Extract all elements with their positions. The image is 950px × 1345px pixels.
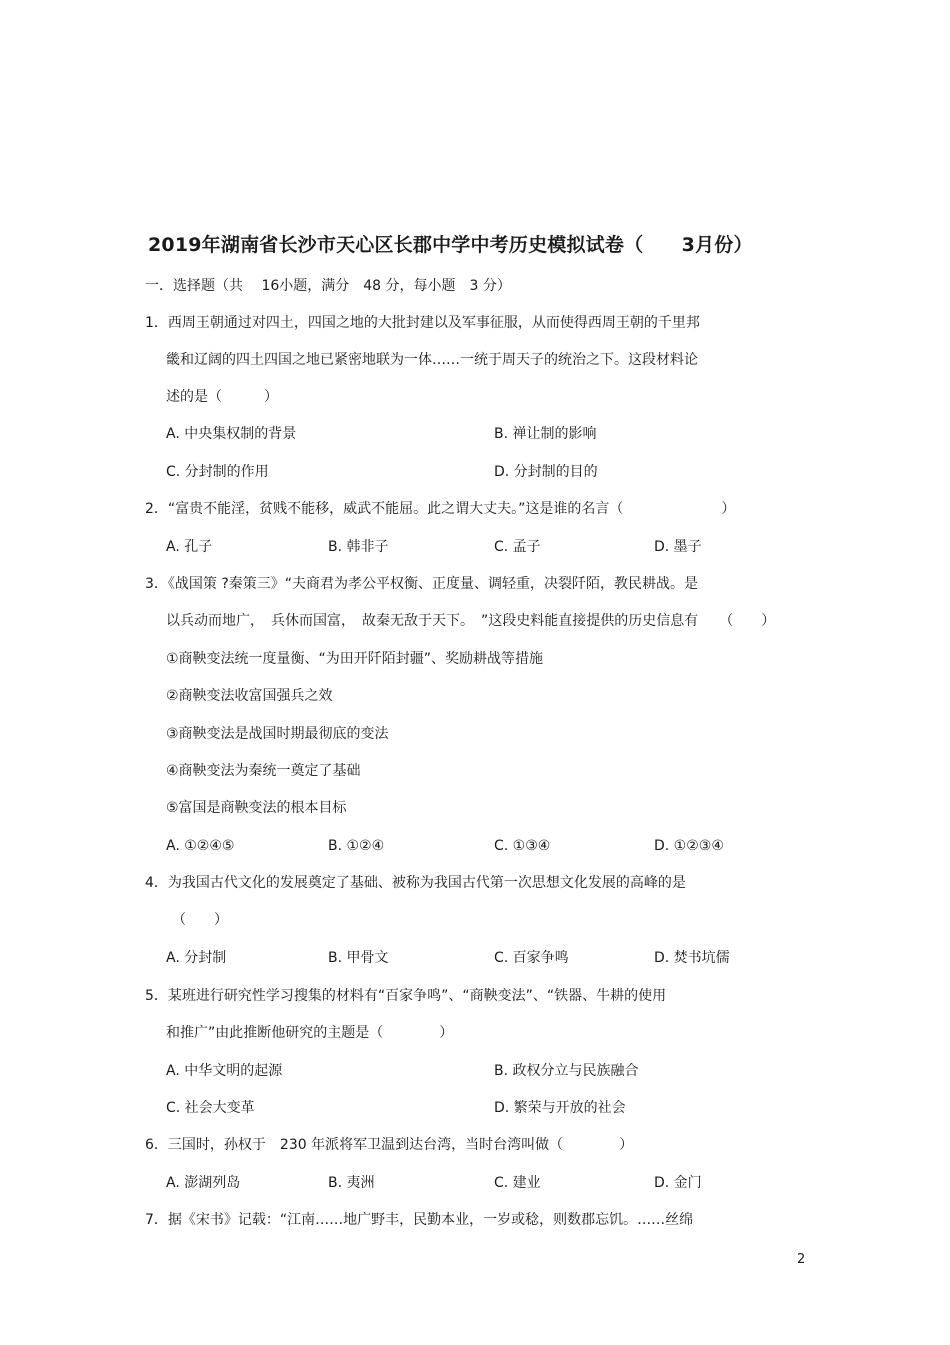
question-4-text-line-2: （ ） — [172, 912, 228, 928]
question-2-text-line-1: 2．“富贵不能淫，贫贱不能移，威武不能屈。此之谓大丈夫。”这是谁的名言（ ） — [145, 501, 736, 517]
question-5-option-a[interactable]: A. 中华文明的起源 — [166, 1063, 283, 1079]
question-4-option-d[interactable]: D. 焚书坑儒 — [654, 950, 730, 966]
question-6-text-line-1: 6．三国时，孙权于 230 年派将军卫温到达台湾，当时台湾叫做（ ） — [145, 1137, 634, 1153]
page-number: 2 — [797, 1252, 806, 1267]
question-5-option-d[interactable]: D. 繁荣与开放的社会 — [494, 1100, 626, 1116]
question-2-option-b[interactable]: B. 韩非子 — [328, 539, 389, 555]
question-1-option-d[interactable]: D. 分封制的目的 — [494, 464, 598, 480]
page-title: 2019年湖南省长沙市天心区长郡中学中考历史模拟试卷（ 3月份） — [148, 234, 753, 256]
question-6-option-b[interactable]: B. 夷洲 — [328, 1175, 375, 1191]
question-2-option-d[interactable]: D. 墨子 — [654, 539, 702, 555]
question-3-statement-5: ⑤富国是商鞅变法的根本目标 — [166, 800, 347, 816]
question-2-option-c[interactable]: C. 孟子 — [494, 539, 541, 555]
question-3-option-d[interactable]: D. ①②③④ — [654, 838, 724, 854]
question-3-statement-4: ④商鞅变法为秦统一奠定了基础 — [166, 763, 361, 779]
question-3-option-c[interactable]: C. ①③④ — [494, 838, 551, 854]
question-4-option-b[interactable]: B. 甲骨文 — [328, 950, 389, 966]
question-1-text-line-1: 1．西周王朝通过对四土，四国之地的大批封建以及军事征服，从而使得西周王朝的千里邦 — [145, 315, 700, 331]
question-1-text-line-3: 述的是（ ） — [166, 389, 278, 405]
question-6-option-c[interactable]: C. 建业 — [494, 1175, 541, 1191]
question-3-statement-1: ①商鞅变法统一度量衡、“为田开阡陌封疆”、奖励耕战等措施 — [166, 651, 544, 667]
question-4-option-a[interactable]: A. 分封制 — [166, 950, 227, 966]
question-6-option-d[interactable]: D. 金门 — [654, 1175, 702, 1191]
question-1-option-b[interactable]: B. 禅让制的影响 — [494, 426, 597, 442]
question-5-text-line-1: 5．某班进行研究性学习搜集的材料有“百家争鸣”、“商鞅变法”、“铁器、牛耕的使用 — [145, 988, 667, 1004]
question-4-text-line-1: 4．为我国古代文化的发展奠定了基础、被称为我国古代第一次思想文化发展的高峰的是 — [145, 875, 686, 891]
section-heading: 一．选择题（共 16小题，满分 48 分，每小题 3 分） — [145, 278, 511, 294]
question-5-option-b[interactable]: B. 政权分立与民族融合 — [494, 1063, 639, 1079]
question-3-statement-3: ③商鞅变法是战国时期最彻底的变法 — [166, 726, 389, 742]
question-1-option-a[interactable]: A. 中央集权制的背景 — [166, 426, 297, 442]
question-4-option-c[interactable]: C. 百家争鸣 — [494, 950, 569, 966]
question-3-text-line-2: 以兵动而地广， 兵休而国富， 故秦无敌于天下。 ”这段史料能直接提供的历史信息有 （ ） — [166, 613, 776, 629]
question-3-text-line-1: 3．《战国策 ?秦策三》“夫商君为孝公平权衡、正度量、调轻重，决裂阡陌，教民耕战。是 — [145, 576, 699, 592]
question-7-text-line-1: 7．据《宋书》记载：“江南……地广野丰，民勤本业，一岁或稔，则数郡忘饥。……丝绵 — [145, 1212, 694, 1228]
question-2-option-a[interactable]: A. 孔子 — [166, 539, 213, 555]
question-5-option-c[interactable]: C. 社会大变革 — [166, 1100, 255, 1116]
question-1-text-line-2: 畿和辽阔的四土四国之地已紧密地联为一体……一统于周天子的统治之下。这段材料论 — [166, 352, 698, 368]
question-5-text-line-2: 和推广”由此推断他研究的主题是（ ） — [166, 1025, 454, 1041]
question-1-option-c[interactable]: C. 分封制的作用 — [166, 464, 269, 480]
question-6-option-a[interactable]: A. 澎湖列岛 — [166, 1175, 241, 1191]
question-3-statement-2: ②商鞅变法收富国强兵之效 — [166, 688, 333, 704]
question-3-option-a[interactable]: A. ①②④⑤ — [166, 838, 235, 854]
question-3-option-b[interactable]: B. ①②④ — [328, 838, 385, 854]
